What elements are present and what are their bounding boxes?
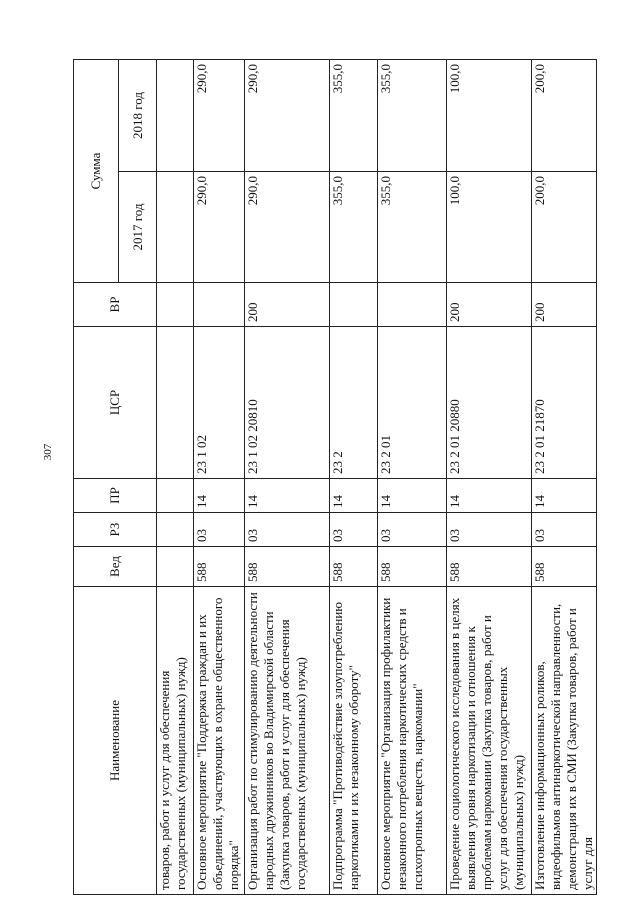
row-csr-cell: 23 2 01 20880 <box>447 327 532 479</box>
row-2018-value: 355,0 <box>378 60 447 172</box>
page-number: 307 <box>42 443 54 461</box>
row-csr-cell <box>157 327 194 479</box>
row-2018-value: 200,0 <box>532 60 597 172</box>
row-2018-value <box>157 60 194 172</box>
table-row <box>532 60 597 895</box>
table-row <box>194 60 245 895</box>
row-ved-cell: 588 <box>532 547 597 587</box>
row-pr-cell: 14 <box>532 479 597 513</box>
row-2017-value: 355,0 <box>378 172 447 283</box>
table-body <box>157 60 597 895</box>
row-2017-value: 100,0 <box>447 172 532 283</box>
row-pr-cell: 14 <box>330 479 378 513</box>
row-2017-value <box>157 172 194 283</box>
row-name-cell: Изготовление информационных роликов, видеофильмов антинаркотической направленности, демонстрация их в СМИ (Закупка товаров, работ и услуг для <box>532 587 597 895</box>
row-vr-cell <box>157 283 194 327</box>
row-ved-cell: 588 <box>447 547 532 587</box>
row-name-cell: Основное мероприятие "Организация профилактики незаконного потребления наркотических средств и психотропных веществ, наркомании" <box>378 587 447 895</box>
row-rz-cell <box>157 513 194 547</box>
row-name-cell: товаров, работ и услуг для обеспечения государственных (муниципальных) нужд) <box>157 587 194 895</box>
row-ved-cell: 588 <box>378 547 447 587</box>
header-ved: Вед <box>74 547 157 587</box>
row-rz-cell: 03 <box>330 513 378 547</box>
row-name-cell: Основное мероприятие "Поддержка граждан и их объединений, участвующих в охране общественного порядка" <box>194 587 245 895</box>
rotated-table-container <box>73 60 595 895</box>
header-2018: 2018 год <box>119 60 157 172</box>
header-csr: ЦСР <box>74 327 157 479</box>
row-2017-value: 200,0 <box>532 172 597 283</box>
row-2017-value: 290,0 <box>194 172 245 283</box>
row-ved-cell: 588 <box>330 547 378 587</box>
row-pr-cell: 14 <box>378 479 447 513</box>
row-csr-cell: 23 1 02 20810 <box>245 327 330 479</box>
header-rz: РЗ <box>74 513 157 547</box>
table-header <box>74 60 157 895</box>
row-pr-cell: 14 <box>194 479 245 513</box>
row-2018-value: 100,0 <box>447 60 532 172</box>
row-rz-cell: 03 <box>447 513 532 547</box>
row-name-cell: Проведение социологического исследования в целях выявления уровня наркотизации и отношения к проблемам наркомании (Закупка товаров, работ и услуг для обеспечения государственных (муниципальных) нужд) <box>447 587 532 895</box>
row-vr-cell: 200 <box>245 283 330 327</box>
table-row <box>447 60 532 895</box>
header-2017: 2017 год <box>119 172 157 283</box>
row-rz-cell: 03 <box>532 513 597 547</box>
header-pr: ПР <box>74 479 157 513</box>
row-vr-cell <box>378 283 447 327</box>
table-row <box>378 60 447 895</box>
row-2017-value: 355,0 <box>330 172 378 283</box>
row-csr-cell: 23 2 01 21870 <box>532 327 597 479</box>
table-row <box>330 60 378 895</box>
header-vr: ВР <box>74 283 157 327</box>
row-2018-value: 355,0 <box>330 60 378 172</box>
row-rz-cell: 03 <box>194 513 245 547</box>
row-csr-cell: 23 1 02 <box>194 327 245 479</box>
row-2018-value: 290,0 <box>194 60 245 172</box>
header-name: Наименование <box>74 587 157 895</box>
row-name-cell: Подпрограмма "Противодействие злоупотреблению наркотиками и их незаконному обороту" <box>330 587 378 895</box>
row-vr-cell: 200 <box>447 283 532 327</box>
row-2018-value: 290,0 <box>245 60 330 172</box>
row-vr-cell <box>194 283 245 327</box>
row-vr-cell <box>330 283 378 327</box>
budget-table <box>73 59 597 895</box>
row-rz-cell: 03 <box>378 513 447 547</box>
row-rz-cell: 03 <box>245 513 330 547</box>
header-sum: Сумма <box>74 60 119 283</box>
row-ved-cell: 588 <box>194 547 245 587</box>
row-name-cell: Организация работ по стимулированию деятельности народных дружинников во Владимирской области (Закупка товаров, работ и услуг для обеспечения государственных (муниципальных) нужд) <box>245 587 330 895</box>
table-row <box>245 60 330 895</box>
row-2017-value: 290,0 <box>245 172 330 283</box>
row-pr-cell: 14 <box>447 479 532 513</box>
row-ved-cell <box>157 547 194 587</box>
row-ved-cell: 588 <box>245 547 330 587</box>
row-csr-cell: 23 2 01 <box>378 327 447 479</box>
table-row <box>157 60 194 895</box>
row-pr-cell <box>157 479 194 513</box>
row-vr-cell: 200 <box>532 283 597 327</box>
row-csr-cell: 23 2 <box>330 327 378 479</box>
row-pr-cell: 14 <box>245 479 330 513</box>
